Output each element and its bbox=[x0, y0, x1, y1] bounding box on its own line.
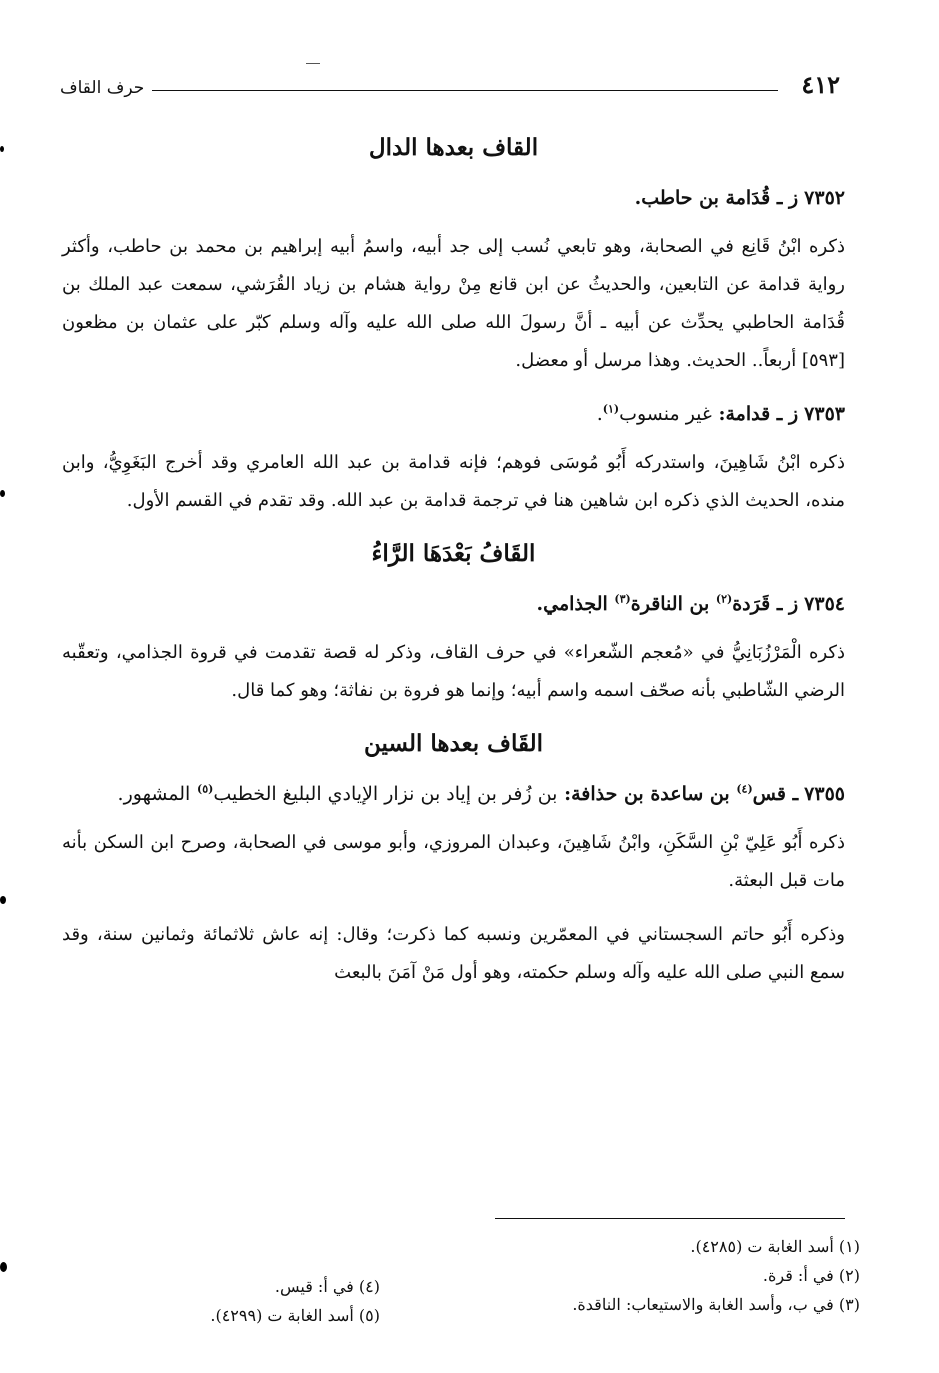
footnote: (٢) في أ: قرة. bbox=[762, 1266, 860, 1285]
scan-speck bbox=[0, 1262, 7, 1272]
footnote-ref: (٥) bbox=[196, 782, 214, 796]
entry-name-rest: بن الناقرة bbox=[630, 593, 710, 615]
entry-name-end: المشهور. bbox=[117, 783, 191, 805]
footnote: (١) أسد الغابة ت (٤٢٨٥). bbox=[690, 1237, 860, 1256]
footnote: (٥) أسد الغابة ت (٤٢٩٩). bbox=[210, 1306, 380, 1325]
entry-paragraph: ذكره ابْنُ شَاهِينَ، واستدركه أَبُو مُوسَى فوهم؛ فإنه قدامة بن عبد الله العامري وقد أخرج البَغَوِيُّ، وابن منده، الحديث الذي ذكره ابن شاهين هنا في ترجمة قدامة بن عبد الله. وقد تقدم في القسم الأول. bbox=[62, 452, 845, 511]
entry-name-end: الجذامي. bbox=[536, 593, 608, 615]
top-mark bbox=[306, 63, 320, 64]
entry-name: ز ـ قَرَدة bbox=[732, 593, 799, 615]
main-text bbox=[62, 124, 845, 1008]
entry-number: ٧٣٥٣ bbox=[804, 403, 845, 425]
scan-speck bbox=[0, 896, 6, 904]
entry-paragraph: ذكره أَبُو عَلِيّ بْنِ السَّكَنِ، وابْنُ شَاهِينَ، وعبدان المروزي، وأبو موسى في الصحابة، وصرح ابن السكن بأنه مات قبل البعثة. bbox=[62, 832, 845, 891]
entry-paragraph: وذكره أَبُو حاتم السجستاني في المعمّرين ونسبه كما ذكرت؛ وقال: إنه عاش ثلاثمائة وثمانين سنة، وقد سمع النبي صلى الله عليه وآله وسلم حكمته، وهو أول مَنْ آمَنَ بالبعث bbox=[62, 924, 845, 983]
entry-name: ز ـ قدامة: bbox=[718, 403, 799, 425]
entry-heading bbox=[62, 776, 845, 812]
footnote-ref: (١) bbox=[602, 402, 620, 416]
footnotes-left-column bbox=[80, 1272, 380, 1330]
footnotes-right-column bbox=[500, 1232, 860, 1319]
entry-number: ٧٣٥٥ bbox=[804, 783, 845, 805]
running-head: حرف القاف bbox=[60, 78, 145, 98]
footnote-ref: (٣) bbox=[614, 592, 631, 606]
entry-paragraph: ذكره الْمَرْزُبَانِيُّ في «مُعجم الشّعراء» في حرف القاف، وذكر له قصة تقدمت في قروة الجذامي، وتعقّبه الرضي الشّاطبي بأنه صحّف اسمه واسم أبيه؛ وإنما هو فروة بن نفاثة؛ وهو كما قال. bbox=[62, 642, 845, 701]
section-title: القَاف بعدها السين bbox=[364, 730, 543, 757]
header-rule bbox=[152, 90, 778, 91]
entry-number: ٧٣٥٤ bbox=[804, 593, 845, 615]
page-number: ٤١٢ bbox=[801, 70, 840, 99]
entry-lineage: بن زُفر بن إياد بن نزار الإيادي البليغ الخطيب bbox=[213, 783, 558, 805]
entry-number: ٧٣٥٢ bbox=[804, 187, 845, 209]
scan-speck bbox=[0, 490, 5, 497]
footnote-ref: (٤) bbox=[736, 782, 753, 796]
footnote-rule bbox=[495, 1218, 845, 1219]
footnote-ref: (٢) bbox=[715, 592, 733, 606]
section-title: القَافُ بَعْدَهَا الرَّاءُ bbox=[371, 540, 536, 567]
entry-heading bbox=[62, 180, 845, 216]
scan-speck bbox=[0, 146, 4, 152]
entry-name-rest: بن ساعدة بن حذافة: bbox=[564, 783, 730, 805]
entry-paragraph: ذكره ابْنُ قَانِع في الصحابة، وهو تابعي نُسب إلى جد أبيه، واسمُ أبيه إبراهيم بن محمد بن حاطب، وأكثر رواية قدامة عن التابعين، والحديثُ عن ابن قانع مِنْ رواية هشام بن زياد القُرَشي، سمعت عبد الملك بن قُدَامة الحاطبي يحدِّث عن أبيه ـ أنَّ رسولَ الله صلى الله عليه وآله وسلم كبّر على عثمان بن مظعون [٥٩٣] أربعاً.. الحديث. وهذا مرسل أو معضل. bbox=[62, 236, 845, 371]
entry-name-rest: غير منسوب bbox=[619, 403, 712, 425]
footnote: (٣) في ب، وأسد الغابة والاستيعاب: الناقدة. bbox=[572, 1295, 860, 1314]
entry-heading bbox=[62, 396, 845, 432]
footnotes bbox=[60, 1232, 860, 1332]
entry-name: ز ـ قُدَامة بن حاطب. bbox=[634, 187, 799, 209]
section-title: القاف بعدها الدال bbox=[368, 134, 539, 161]
entry-heading bbox=[62, 586, 845, 622]
page-header bbox=[60, 70, 840, 110]
entry-name: ـ قس bbox=[752, 783, 799, 805]
footnote: (٤) في أ: قيس. bbox=[274, 1277, 380, 1296]
entry-name-end: . bbox=[596, 403, 603, 425]
